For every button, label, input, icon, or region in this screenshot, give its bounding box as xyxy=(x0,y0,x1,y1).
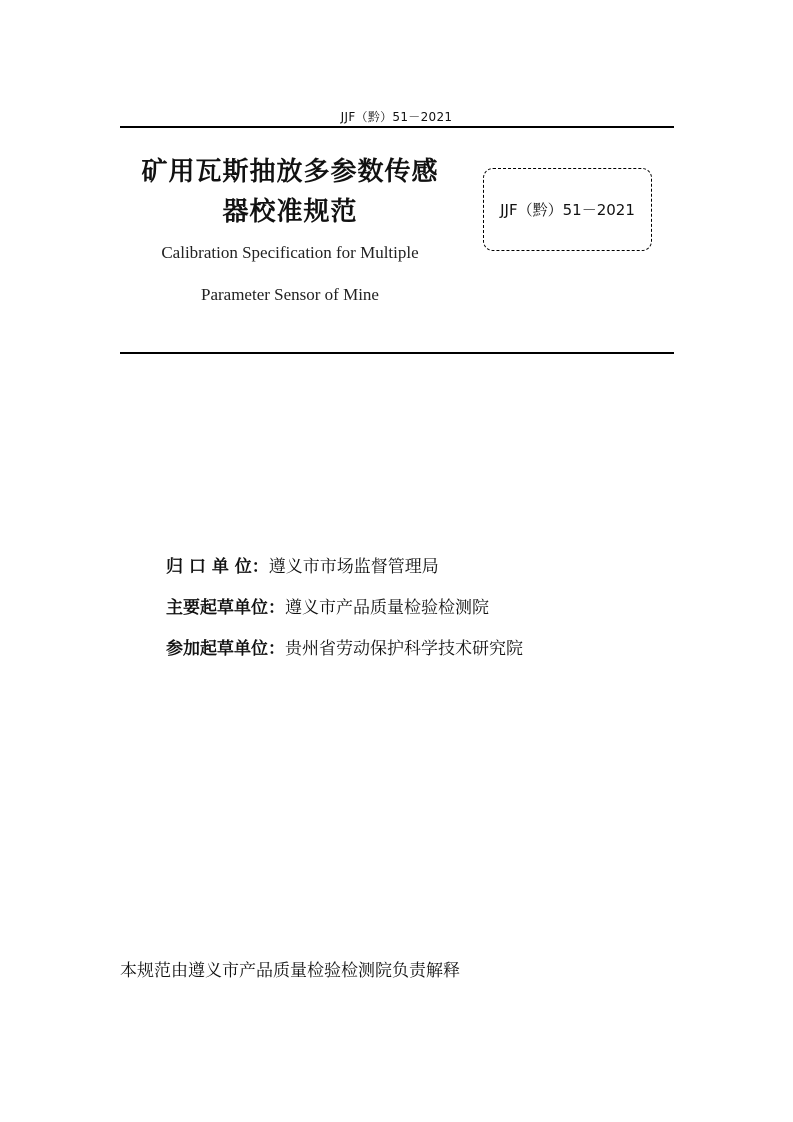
unit-label: 主要起草单位： xyxy=(166,598,285,618)
title-en-line-2: Parameter Sensor of Mine xyxy=(201,285,379,304)
bottom-rule xyxy=(120,352,674,354)
unit-label: 参加起草单位： xyxy=(166,639,285,659)
unit-value: 贵州省劳动保护科学技术研究院 xyxy=(285,639,523,659)
title-cn-line-2: 器校准规范 xyxy=(222,197,358,227)
interpretation-note: 本规范由遵义市产品质量检验检测院负责解释 xyxy=(120,961,460,981)
top-rule xyxy=(120,126,674,128)
unit-value: 遵义市市场监督管理局 xyxy=(268,557,439,577)
unit-row-centralized xyxy=(166,552,686,593)
standard-code-box xyxy=(483,168,652,251)
unit-row-main-drafter xyxy=(166,593,686,634)
standard-code-text: JJF（黔）51－2021 xyxy=(500,201,635,219)
unit-row-participating-drafter xyxy=(166,634,686,675)
title-cn-line-1: 矿用瓦斯抽放多参数传感 xyxy=(141,157,439,187)
title-block xyxy=(120,152,460,316)
drafting-units xyxy=(166,552,686,675)
header-standard-code: JJF（黔）51－2021 xyxy=(340,110,453,124)
unit-label: 归 口 单 位： xyxy=(166,557,269,577)
unit-value: 遵义市产品质量检验检测院 xyxy=(285,598,489,618)
title-en-line-1: Calibration Specification for Multiple xyxy=(161,243,419,262)
